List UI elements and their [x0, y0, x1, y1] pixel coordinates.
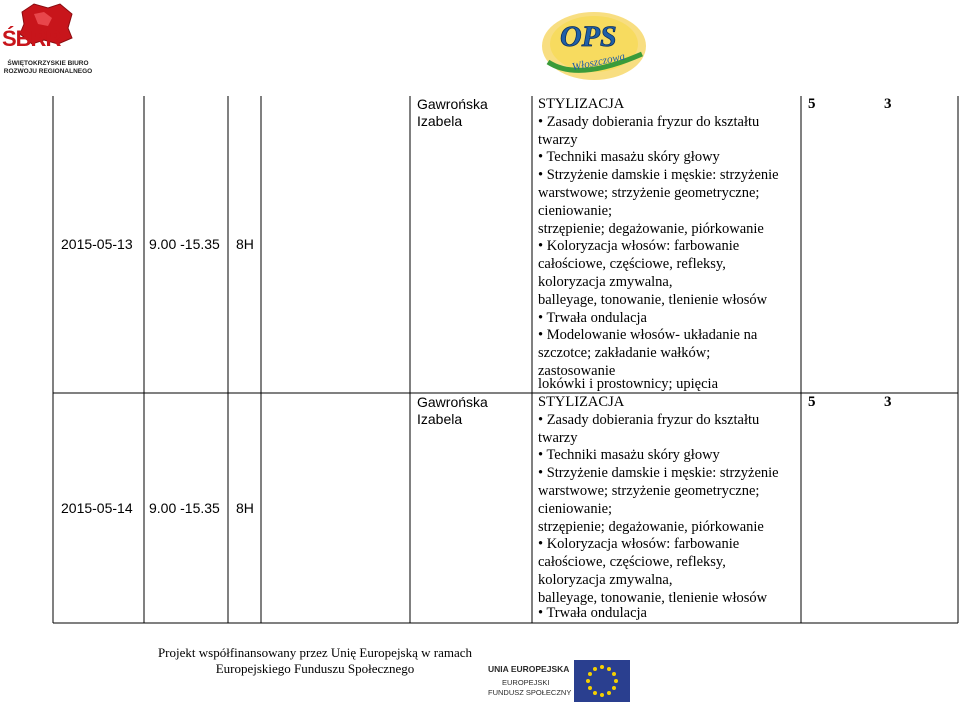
eu-logo-line3: FUNDUSZ SPOŁECZNY: [488, 688, 572, 697]
content-line: • Strzyżenie damskie i męskie: strzyżenie: [538, 465, 779, 482]
date-cell: 2015-05-13: [61, 236, 133, 252]
eu-logo-line2: EUROPEJSKI: [502, 678, 550, 687]
content-line: koloryzacja zmywalna,: [538, 572, 673, 588]
content-line: • Trwała ondulacja: [538, 605, 647, 621]
content-line: STYLIZACJA: [538, 96, 625, 112]
content-line: • Koloryzacja włosów: farbowanie: [538, 238, 740, 255]
sbrr-subtitle-line2: ROZWOJU REGIONALNEGO: [3, 68, 93, 75]
content-line: szczotce; zakładanie wałków;: [538, 345, 711, 362]
value-b-cell: 3: [884, 96, 892, 112]
content-line: warstwowe; strzyżenie geometryczne;: [538, 483, 760, 499]
content-line: cieniowanie;: [538, 202, 613, 219]
content-line: • Zasady dobierania fryzur do kształtu: [538, 113, 760, 130]
content-line: balleyage, tonowanie, tlenienie włosów: [538, 589, 768, 606]
content-line: • Strzyżenie damskie i męskie: strzyżenie: [538, 167, 779, 184]
value-a-cell: 5: [808, 96, 816, 112]
content-line: • Trwała ondulacja: [538, 309, 647, 326]
time-cell: 9.00 -15.35: [149, 500, 220, 516]
sbrr-subtitle-line1: ŚWIĘTOKRZYSKIE BIURO: [7, 60, 89, 67]
eu-social-fund-logo: [488, 660, 638, 704]
trainer-first-line: Gawrońska: [417, 394, 488, 410]
date-cell: 2015-05-14: [61, 500, 133, 516]
content-line: całościowe, częściowe, refleksy,: [538, 256, 726, 273]
footer-line1: Projekt współfinansowany przez Unię Europejską w ramach: [157, 645, 473, 660]
time-cell: 9.00 -15.35: [149, 236, 220, 252]
hours-cell: 8H: [236, 236, 254, 252]
content-line: balleyage, tonowanie, tlenienie włosów: [538, 291, 768, 308]
footer-line2: Europejskiego Funduszu Społecznego: [215, 661, 415, 676]
content-line: • Techniki masażu skóry głowy: [538, 447, 720, 464]
content-line: • Modelowanie włosów- układanie na: [538, 327, 758, 344]
content-line: strzępienie; degażowanie, piórkowanie: [538, 518, 764, 535]
content-line: twarzy: [538, 429, 578, 446]
content-line: • Techniki masażu skóry głowy: [538, 149, 720, 166]
trainer-first-line: Gawrońska: [417, 96, 488, 112]
content-line: całościowe, częściowe, refleksy,: [538, 554, 726, 571]
content-line: lokówki i prostownicy; upięcia: [538, 376, 719, 392]
value-a-cell: 5: [808, 394, 816, 410]
content-line: strzępienie; degażowanie, piórkowanie: [538, 220, 764, 237]
content-line: warstwowe; strzyżenie geometryczne;: [538, 185, 760, 201]
content-line: zastosowanie: [538, 363, 616, 379]
trainer-second-line: Izabela: [417, 411, 463, 427]
content-line: cieniowanie;: [538, 500, 613, 517]
trainer-second-line: Izabela: [417, 113, 463, 129]
content-line: koloryzacja zmywalna,: [538, 274, 673, 290]
value-b-cell: 3: [884, 394, 892, 410]
content-line: STYLIZACJA: [538, 394, 625, 410]
content-line: twarzy: [538, 131, 578, 148]
content-line: • Koloryzacja włosów: farbowanie: [538, 536, 740, 553]
sbrr-acronym: ŚBRR: [2, 26, 61, 51]
content-line: • Zasady dobierania fryzur do kształtu: [538, 411, 760, 428]
eu-logo-line1: UNIA EUROPEJSKA: [488, 664, 570, 674]
footer-funding-note: [150, 645, 480, 677]
ops-logo-subtext: Włoszczowa: [571, 50, 627, 74]
hours-cell: 8H: [236, 500, 254, 516]
ops-logo-text: OPS: [560, 20, 617, 53]
